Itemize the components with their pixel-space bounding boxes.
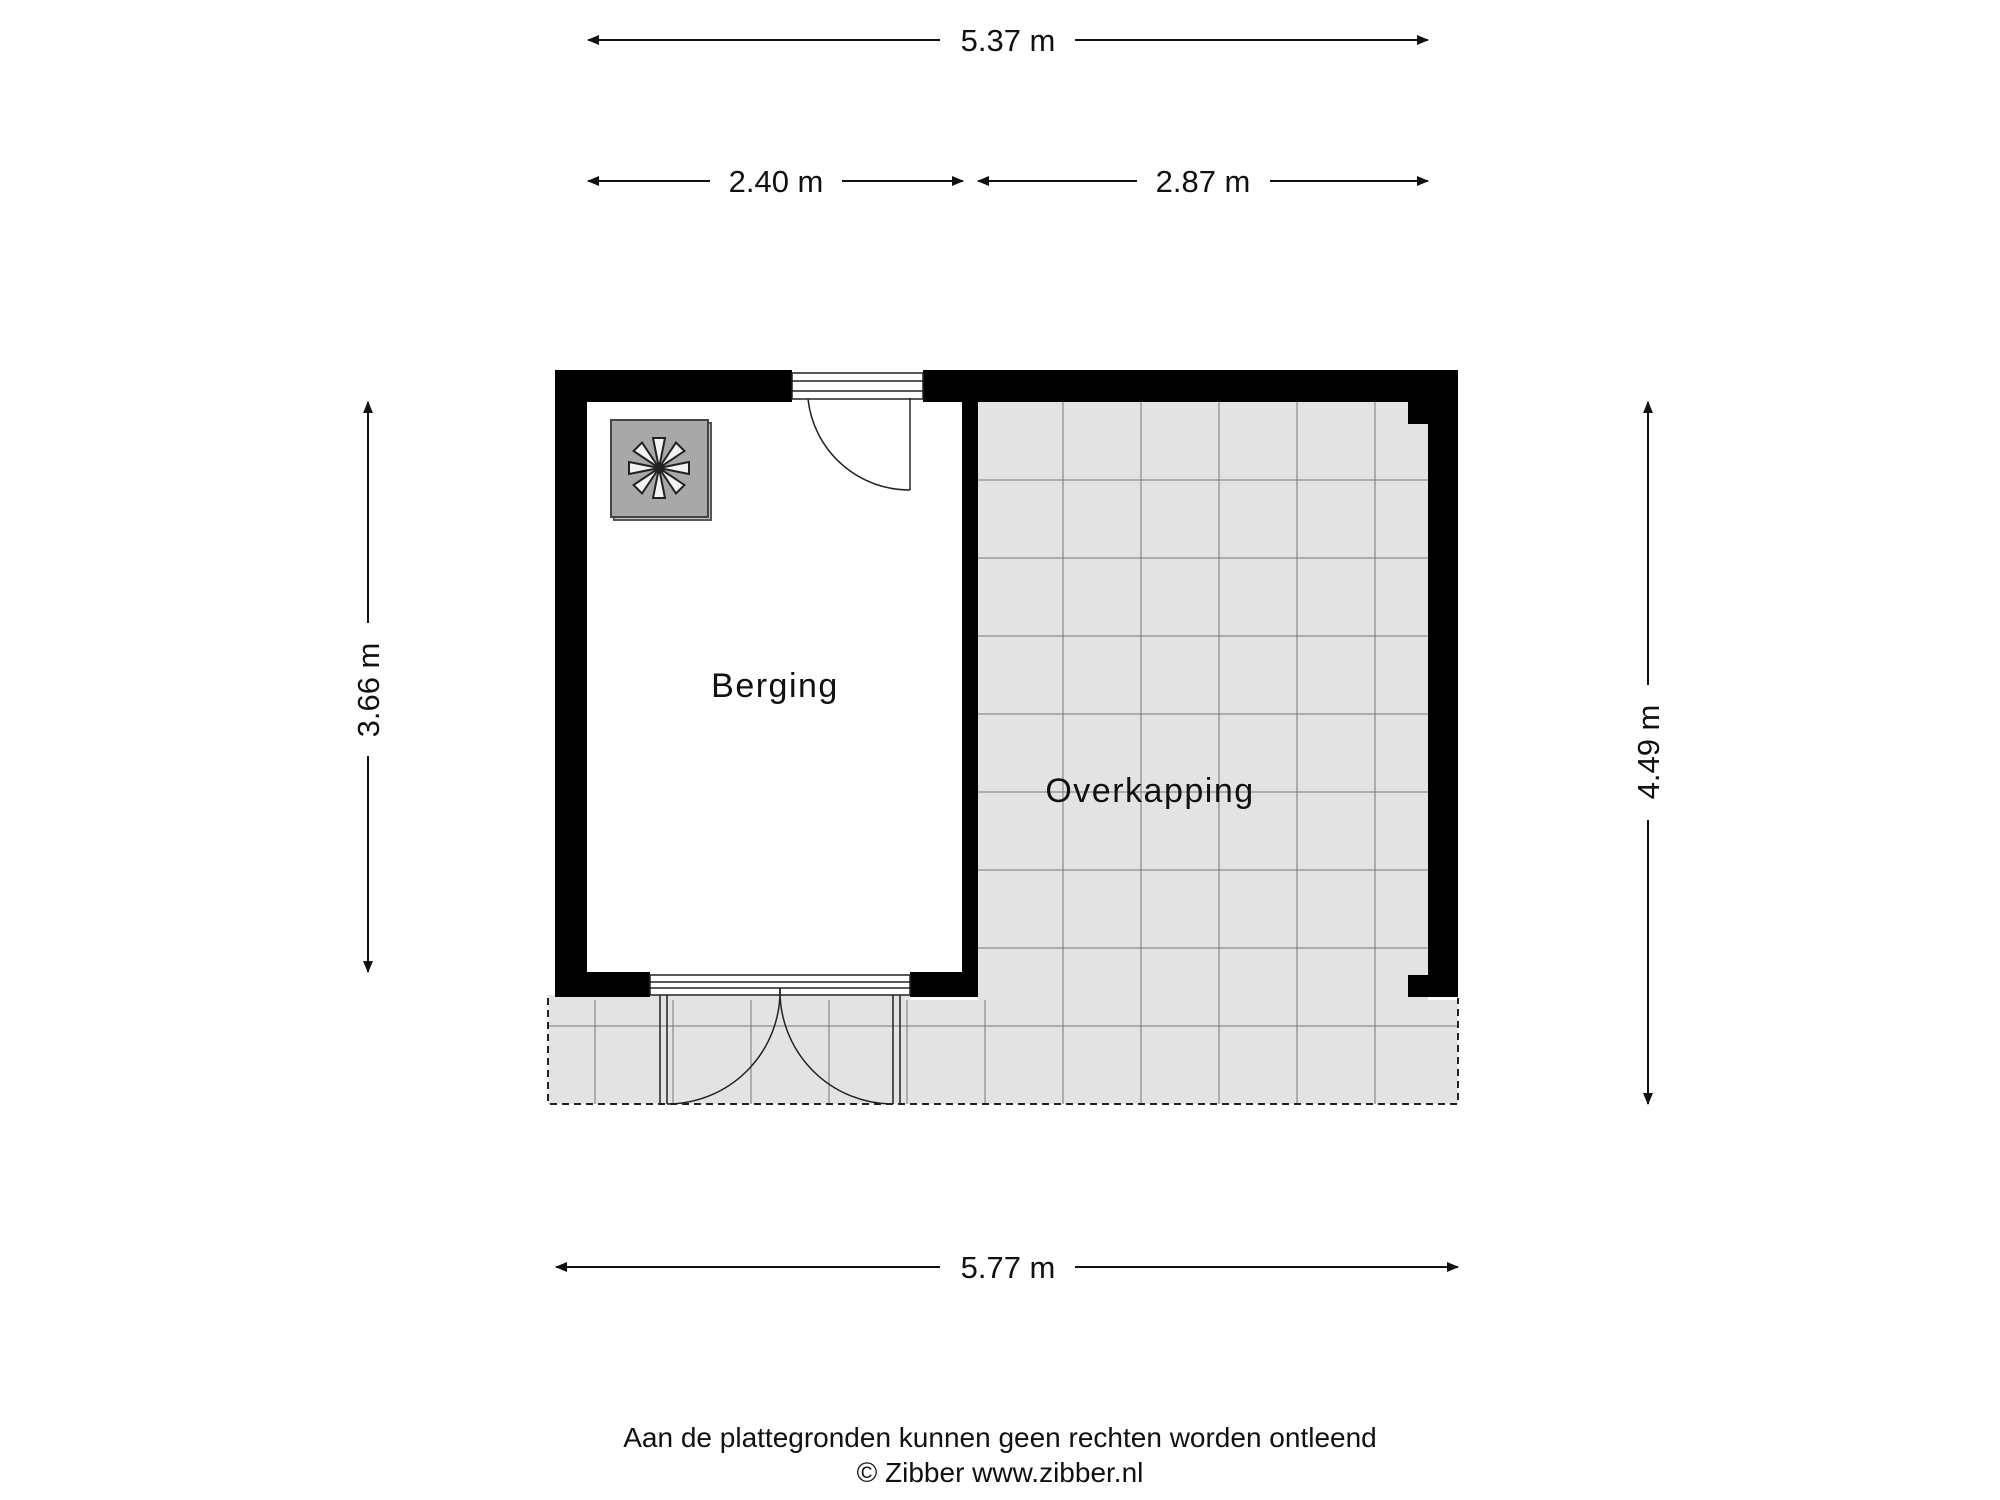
dimension-right-height	[1631, 402, 1666, 1104]
dimension-label: 5.37 m	[960, 23, 1056, 58]
dimension-top-total	[588, 23, 1428, 58]
dimension-top-right	[978, 164, 1428, 199]
dimension-top-left	[588, 164, 963, 199]
fan-unit-icon	[611, 420, 711, 520]
dimension-label: 2.87 m	[1155, 164, 1251, 199]
footer-copyright: © Zibber www.zibber.nl	[856, 1457, 1144, 1488]
dimension-label: 2.40 m	[728, 164, 824, 199]
footer-disclaimer: Aan de plattegronden kunnen geen rechten worden ontleend	[623, 1422, 1377, 1453]
dimension-bottom-total	[556, 1250, 1458, 1285]
dimension-label: 3.66 m	[351, 642, 386, 738]
dimension-label: 5.77 m	[960, 1250, 1056, 1285]
dimension-label: 4.49 m	[1631, 704, 1666, 800]
dimension-left-height	[351, 402, 386, 972]
room-label-berging: Berging	[711, 667, 839, 705]
room-label-overkapping: Overkapping	[1045, 772, 1255, 810]
